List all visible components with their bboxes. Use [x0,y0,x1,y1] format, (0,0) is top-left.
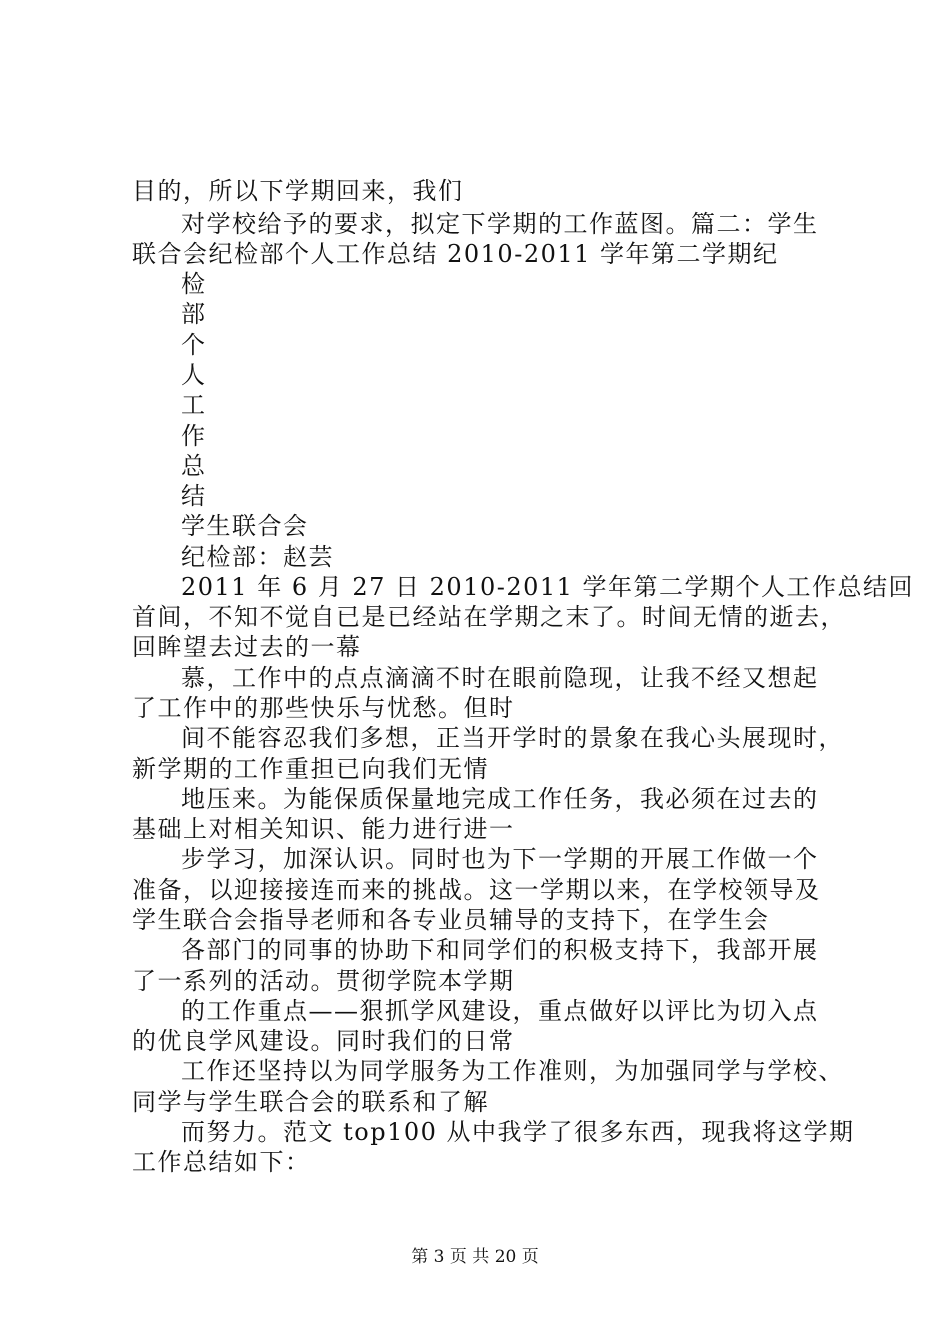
text-line: 基础上对相关知识、能力进行进一 [132,815,515,843]
text-line: 间不能容忍我们多想，正当开学时的景象在我心头展现时， [181,724,844,752]
text-line: 对学校给予的要求，拟定下学期的工作蓝图。篇二：学生 [181,210,819,238]
text-line: 慕，工作中的点点滴滴不时在眼前隐现，让我不经又想起 [181,664,819,692]
text-line: 学生联合会指导老师和各专业员辅导的支持下，在学生会 [132,906,770,934]
text-line: 部 [181,300,207,328]
text-line: 了一系列的活动。贯彻学院本学期 [132,967,515,995]
text-line: 回眸望去过去的一幕 [132,633,362,661]
text-line: 首间，不知不觉自已是已经站在学期之末了。时间无情的逝去， [132,603,846,631]
text-line: 的优良学风建设。同时我们的日常 [132,1027,515,1055]
text-line: 了工作中的那些快乐与忧愁。但时 [132,694,515,722]
text-line: 学生联合会 [181,512,309,540]
text-line: 工 [181,391,207,419]
page-number-footer: 第 3 页 共 20 页 [411,1247,539,1267]
text-line: 同学与学生联合会的联系和了解 [132,1088,489,1116]
text-line: 个 [181,331,207,359]
text-line: 的工作重点——狠抓学风建设，重点做好以评比为切入点 [181,997,819,1025]
text-line: 人 [181,361,207,389]
text-line: 新学期的工作重担已向我们无情 [132,755,489,783]
text-line: 准备，以迎接接连而来的挑战。这一学期以来，在学校领导及 [132,876,821,904]
text-line: 结 [181,482,207,510]
text-line: 工作总结如下： [132,1148,311,1176]
text-line: 工作还坚持以为同学服务为工作准则，为加强同学与学校、 [181,1057,844,1085]
text-line: 检 [181,270,207,298]
text-line: 步学习，加深认识。同时也为下一学期的开展工作做一个 [181,845,819,873]
text-line: 纪检部：赵芸 [181,543,334,571]
text-line: 2011 年 6 月 27 日 2010-2011 学年第二学期个人工作总结回 [181,573,915,601]
text-line: 作 [181,422,207,450]
text-line: 目的，所以下学期回来，我们 [132,177,464,205]
text-line: 联合会纪检部个人工作总结 2010-2011 学年第二学期纪 [132,240,779,268]
text-line: 地压来。为能保质保量地完成工作任务，我必须在过去的 [181,785,819,813]
text-line: 各部门的同事的协助下和同学们的积极支持下，我部开展 [181,936,819,964]
text-line: 而努力。范文 top100 从中我学了很多东西，现我将这学期 [181,1118,855,1146]
text-line: 总 [181,452,207,480]
